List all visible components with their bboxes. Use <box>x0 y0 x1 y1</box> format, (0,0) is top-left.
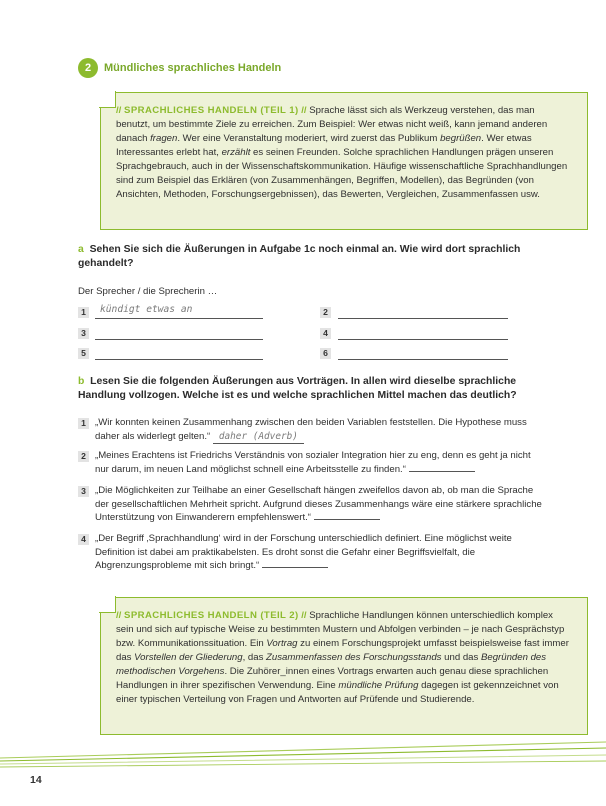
item-number: 6 <box>320 348 331 359</box>
answer-line[interactable] <box>409 471 475 472</box>
box-text-segment: , das <box>242 652 267 663</box>
label-slashes: // <box>301 105 307 116</box>
answer-line[interactable] <box>338 339 508 340</box>
box-text-segment: dagegen ist gekennzeichnet von einer typischen Verteilung von Fragen und Antworten auf Prüfende und Studierende. <box>116 680 559 705</box>
handwritten-answer[interactable]: daher (Adverb) <box>213 430 304 445</box>
info-box-part-2-text <box>116 609 571 707</box>
item-number: 1 <box>78 307 89 318</box>
quote-text: „Die Möglichkeiten zur Teilhabe an einer Gesellschaft hängen zweifellos davon ab, ob man die Sprache der gesellschaftlichen Mehrheit spricht. Aufgrund dieses Zusammenhangs wäre eine stärkere sprachliche Unterstützung von Einwanderern empfehlenswert.“ <box>95 485 542 523</box>
box-emphasis: fragen <box>150 133 178 144</box>
quote-text: „Der Begriff ‚Sprachhandlung‘ wird in der Forschung unterschiedlich definiert. Eine möglichst weite Definition ist dabei am praktikabelsten. Es droht sonst die Gefahr einer Begriffsvielfalt, die Abgrenzungsprobleme mit sich bringt.“ <box>95 533 512 571</box>
task-b-heading <box>78 375 558 403</box>
label-slashes: // <box>301 610 307 621</box>
quote-text: „Meines Erachtens ist Friedrichs Verständnis von sozialer Integration hier zu eng, denn es geht ja nicht nur darum, im neuen Land möglichst schnell eine Arbeitsstelle zu finden.“ <box>95 450 531 475</box>
answer-line[interactable] <box>314 519 380 520</box>
section-title: Mündliches sprachliches Handeln <box>104 62 282 74</box>
item-number: 3 <box>78 328 89 339</box>
box-text-segment: und das <box>441 652 481 663</box>
box-text-segment: Sprache lässt sich als Werkzeug verstehen, das man benutzt, um bestimmte Ziele zu erreichen. Zum Beispiel: Wer etwas nicht weiß, kann jemand anderen danach <box>116 105 548 144</box>
box-text-segment: . Wer etwas Interessantes erlebt hat, <box>116 133 532 158</box>
item-number: 2 <box>320 307 331 318</box>
item-number: 4 <box>320 328 331 339</box>
box-emphasis: Begründen des methodischen Vorgehens <box>116 652 547 677</box>
handwritten-answer: kündigt etwas an <box>100 304 193 315</box>
box-emphasis: Vorstellen der Gliederung <box>134 652 243 663</box>
box-emphasis: Vortrag <box>266 638 298 649</box>
quote-item-1 <box>95 416 540 444</box>
section-number-badge: 2 <box>78 58 98 78</box>
answer-line[interactable] <box>262 567 328 568</box>
quote-text: „Wir konnten keinen Zusammenhang zwischen den beiden Variablen feststellen. Die Hypothese muss daher als widerlegt gelten.“ <box>95 417 527 442</box>
box-text-segment: zu einem Forschungsprojekt umfasst beispielsweise fast immer das <box>116 638 569 663</box>
quote-item-3 <box>95 484 543 525</box>
item-number: 1 <box>78 418 89 429</box>
info-box-label: SPRACHLICHES HANDELN (TEIL 1) <box>124 105 299 116</box>
task-a-letter: a <box>78 244 84 255</box>
box-emphasis: mündliche Prüfung <box>338 680 419 691</box>
box-text-segment: es seinen Freunden. Solche sprachlichen Handlungen prägen unseren Sprachgebrauch, auch in der Wissenschaftskommunikation. Häufige wissenschaftliche Sprachhandlungen sind zum Beispiel das Erklären (von Zusammenhängen, Begriffen, Modellen), das Begründen (von Ansichten, Methoden, Forschungsergebnissen), das Bewerten, Vergleichen, Zusammenfassen usw. <box>116 147 568 200</box>
task-a-intro: Der Sprecher / die Sprecherin … <box>78 286 218 297</box>
info-box-label: SPRACHLICHES HANDELN (TEIL 2) <box>124 610 299 621</box>
box-text-segment: . Wer eine Veranstaltung moderiert, wird zuerst das Publikum <box>177 133 441 144</box>
box-emphasis: begrüßen <box>440 133 482 144</box>
info-box-part-2 <box>100 597 588 735</box>
label-slashes: // <box>116 105 122 116</box>
answer-line[interactable] <box>95 359 263 360</box>
answer-line[interactable] <box>95 318 263 319</box>
answer-line[interactable] <box>338 318 508 319</box>
task-b-letter: b <box>78 376 85 387</box>
box-text-segment: Sprachliche Handlungen können unterschiedlich komplex sein und sich auf typische Weise zu bestimmten Mustern und Abfolgen verbinden – je nach Gesprächstyp bzw. Kommunikationssituation. Ein <box>116 610 565 649</box>
item-number: 4 <box>78 534 89 545</box>
label-slashes: // <box>116 610 122 621</box>
box-emphasis: erzählt <box>221 147 251 158</box>
item-number: 3 <box>78 486 89 497</box>
answer-line[interactable] <box>95 339 263 340</box>
item-number: 2 <box>78 451 89 462</box>
page-number: 14 <box>30 774 42 786</box>
info-box-part-1-text <box>116 104 571 202</box>
task-a-heading <box>78 243 558 271</box>
quote-item-2 <box>95 449 540 476</box>
quote-item-4 <box>95 532 540 573</box>
info-box-part-1 <box>100 92 588 230</box>
task-a-text: Sehen Sie sich die Äußerungen in Aufgabe 1c noch einmal an. Wie wird dort sprachlich gehandelt? <box>78 244 521 269</box>
answer-line[interactable] <box>338 359 508 360</box>
box-text-segment: . Die Zuhörer_innen eines Vortrags erwarten auch genau diese sprachlichen Handlungen in ihrer spezifischen Verwendung. Eine <box>116 666 549 691</box>
box-emphasis: Zusammenfassen des Forschungsstands <box>266 652 442 663</box>
decorative-swoosh-lines <box>0 740 606 770</box>
item-number: 5 <box>78 348 89 359</box>
task-b-text: Lesen Sie die folgenden Äußerungen aus Vorträgen. In allen wird dieselbe sprachliche Handlung vollzogen. Welche ist es und welche sprachlichen Mittel machen das deutlich? <box>78 376 517 401</box>
